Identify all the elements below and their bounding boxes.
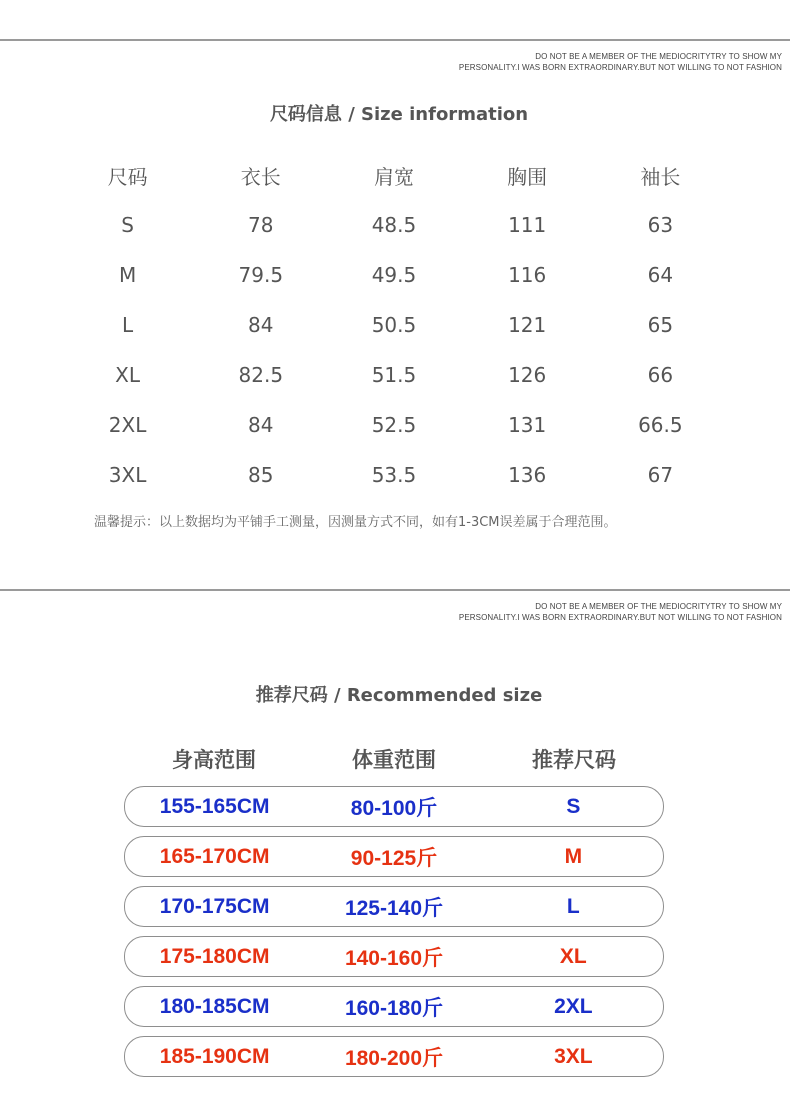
header-recommended-size: 推荐尺码 — [532, 748, 616, 772]
measurement-note: 温馨提示：以上数据均为平铺手工测量，因测量方式不同，如有1-3CM误差属于合理范围。 — [94, 515, 617, 530]
cell-size: L — [122, 313, 134, 337]
cell-shoulder: 48.5 — [371, 213, 417, 237]
weight-range: 80-100斤 — [350, 796, 438, 820]
header-shoulder: 肩宽 — [373, 164, 414, 189]
recommended-size: S — [566, 794, 581, 818]
cell-size: 3XL — [108, 463, 147, 487]
table-row — [61, 450, 727, 500]
header-height-range: 身高范围 — [172, 748, 256, 772]
height-range: 175-180CM — [159, 944, 270, 968]
cell-shoulder: 52.5 — [371, 413, 417, 437]
recommendation-row — [124, 886, 664, 927]
tagline-line-1: DO NOT BE A MEMBER OF THE MEDIOCRITYTRY TO SHOW MY — [535, 602, 782, 611]
recommended-rows — [124, 786, 664, 1086]
cell-length: 79.5 — [238, 263, 284, 287]
cell-length: 85 — [248, 463, 274, 487]
header-size: 尺码 — [107, 164, 148, 189]
cell-shoulder: 51.5 — [371, 363, 417, 387]
recommended-size: M — [564, 844, 583, 868]
recommended-size: L — [566, 894, 580, 918]
recommendation-row — [124, 986, 664, 1027]
header-length: 衣长 — [240, 164, 281, 189]
size-table-header — [61, 150, 727, 200]
cell-sleeve: 66 — [647, 363, 674, 387]
weight-range: 140-160斤 — [344, 946, 444, 970]
cell-sleeve: 63 — [647, 213, 674, 237]
recommended-title: 推荐尺码 / Recommended size — [255, 685, 543, 706]
cell-chest: 121 — [508, 313, 547, 337]
recommended-size: 3XL — [554, 1044, 593, 1068]
recommended-size: 2XL — [554, 994, 593, 1018]
tagline-line-2: PERSONALITY.I WAS BORN EXTRAORDINARY.BUT NOT WILLING TO NOT FASHION — [458, 63, 782, 72]
cell-sleeve: 67 — [647, 463, 674, 487]
tagline-line-2: PERSONALITY.I WAS BORN EXTRAORDINARY.BUT NOT WILLING TO NOT FASHION — [458, 613, 782, 622]
weight-range: 125-140斤 — [344, 896, 444, 920]
header-chest: 胸围 — [507, 164, 548, 189]
cell-sleeve: 65 — [647, 313, 674, 337]
cell-length: 78 — [248, 213, 274, 237]
recommended-header — [124, 744, 664, 774]
size-table — [61, 150, 727, 500]
table-row — [61, 350, 727, 400]
table-row — [61, 300, 727, 350]
recommendation-row — [124, 936, 664, 977]
size-info-title: 尺码信息 / Size information — [269, 104, 529, 125]
tagline-middle — [182, 601, 782, 623]
tagline-top — [182, 51, 782, 73]
weight-range: 180-200斤 — [344, 1046, 444, 1070]
height-range: 185-190CM — [159, 1044, 270, 1068]
cell-sleeve: 64 — [647, 263, 674, 287]
height-range: 180-185CM — [159, 994, 270, 1018]
height-range: 165-170CM — [159, 844, 270, 868]
recommendation-row — [124, 1036, 664, 1077]
height-range: 155-165CM — [159, 794, 270, 818]
table-row — [61, 400, 727, 450]
weight-range: 90-125斤 — [350, 846, 438, 870]
cell-length: 84 — [248, 313, 274, 337]
cell-chest: 131 — [508, 413, 547, 437]
middle-divider — [0, 589, 790, 591]
cell-length: 82.5 — [238, 363, 284, 387]
table-row — [61, 250, 727, 300]
cell-shoulder: 53.5 — [371, 463, 417, 487]
header-sleeve: 袖长 — [640, 164, 681, 189]
cell-chest: 111 — [508, 213, 547, 237]
height-range: 170-175CM — [159, 894, 270, 918]
recommendation-row — [124, 786, 664, 827]
top-divider — [0, 39, 790, 41]
cell-chest: 116 — [508, 263, 547, 287]
cell-size: 2XL — [108, 413, 147, 437]
tagline-line-1: DO NOT BE A MEMBER OF THE MEDIOCRITYTRY TO SHOW MY — [535, 52, 782, 61]
cell-size: M — [118, 263, 137, 287]
cell-sleeve: 66.5 — [638, 413, 683, 437]
recommended-size: XL — [559, 944, 587, 968]
table-row — [61, 200, 727, 250]
cell-chest: 136 — [508, 463, 547, 487]
weight-range: 160-180斤 — [344, 996, 444, 1020]
header-weight-range: 体重范围 — [352, 748, 436, 772]
cell-size: XL — [115, 363, 141, 387]
recommendation-row — [124, 836, 664, 877]
cell-shoulder: 50.5 — [371, 313, 417, 337]
cell-shoulder: 49.5 — [371, 263, 417, 287]
cell-chest: 126 — [508, 363, 547, 387]
cell-length: 84 — [248, 413, 274, 437]
cell-size: S — [121, 213, 134, 237]
